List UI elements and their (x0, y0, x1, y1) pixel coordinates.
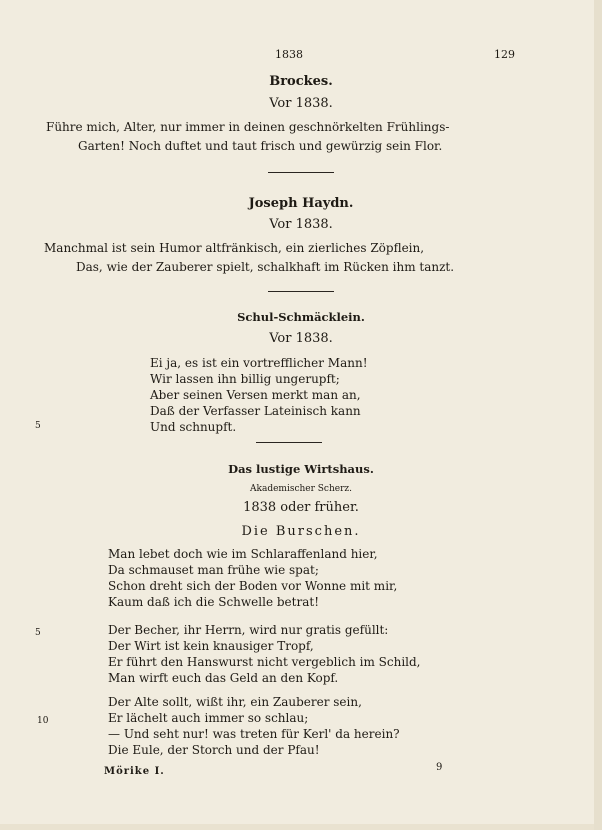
poem-line: Führe mich, Alter, nur immer in deinen geschnörkelten Frühlings- (46, 120, 450, 134)
section-title: Joseph Haydn. (248, 196, 354, 211)
running-head-year: 1838 (275, 48, 303, 61)
sheet-number: 9 (436, 762, 443, 773)
section-date: Vor 1838. (269, 217, 333, 232)
section-date: Vor 1838. (269, 331, 333, 346)
page-number: 129 (494, 48, 515, 61)
signature-mark: Mörike I. (104, 766, 165, 777)
poem-line: Manchmal ist sein Humor altfränkisch, ein zierliches Zöpflein, (44, 241, 425, 255)
poem-line: Er führt den Hanswurst nicht vergeblich im Schild, (108, 655, 421, 669)
poem-line: Garten! Noch duftet und taut frisch und gewürzig sein Flor. (78, 139, 443, 153)
poem-line: Aber seinen Versen merkt man an, (150, 388, 361, 402)
section-title: Schul-Schmäcklein. (237, 310, 365, 324)
poem-text (44, 239, 558, 277)
poem-line: Wir lassen ihn billig ungerupft; (150, 372, 340, 386)
poem-stanza (108, 622, 421, 686)
section-date: 1838 oder früher. (243, 500, 359, 515)
poem-line: Die Eule, der Storch und der Pfau! (108, 743, 320, 757)
poem-stanza (108, 694, 400, 758)
poem-line: Kaum daß ich die Schwelle betrat! (108, 595, 320, 609)
section-date: Vor 1838. (269, 96, 333, 111)
poem-line: Und schnupft. (150, 420, 237, 434)
speaker-heading: Die Burschen. (241, 524, 361, 539)
poem-line: Das, wie der Zauberer spielt, schalkhaft im Rücken ihm tanzt. (76, 260, 455, 274)
poem-line: Daß der Verfasser Lateinisch kann (150, 404, 361, 418)
poem-line: Man wirft euch das Geld an den Kopf. (108, 671, 339, 685)
poem-text (46, 118, 556, 156)
section-subtitle: Akademischer Scherz. (250, 484, 352, 494)
poem-line: Der Alte sollt, wißt ihr, ein Zauberer sein, (108, 695, 362, 709)
poem-line: Der Becher, ihr Herrn, wird nur gratis gefüllt: (108, 623, 389, 637)
line-number: 5 (35, 628, 41, 638)
poem-line: Er lächelt auch immer so schlau; (108, 711, 309, 725)
poem-line: Ei ja, es ist ein vortrefflicher Mann! (150, 356, 368, 370)
poem-line: Man lebet doch wie im Schlaraffenland hier, (108, 547, 378, 561)
poem-line: — Und seht nur! was treten für Kerl' da herein? (108, 727, 400, 741)
poem-line: Da schmauset man frühe wie spat; (108, 563, 319, 577)
section-title: Brockes. (269, 74, 333, 89)
poem-stanza (108, 546, 397, 610)
line-number: 10 (37, 716, 49, 726)
poem-stanza (150, 355, 368, 435)
section-divider (268, 172, 334, 173)
line-number: 5 (35, 421, 41, 431)
poem-line: Der Wirt ist kein knausiger Tropf, (108, 639, 314, 653)
poem-line: Schon dreht sich der Boden vor Wonne mit mir, (108, 579, 398, 593)
section-divider (256, 442, 322, 443)
section-title: Das lustige Wirtshaus. (228, 462, 374, 476)
section-divider (268, 291, 334, 292)
